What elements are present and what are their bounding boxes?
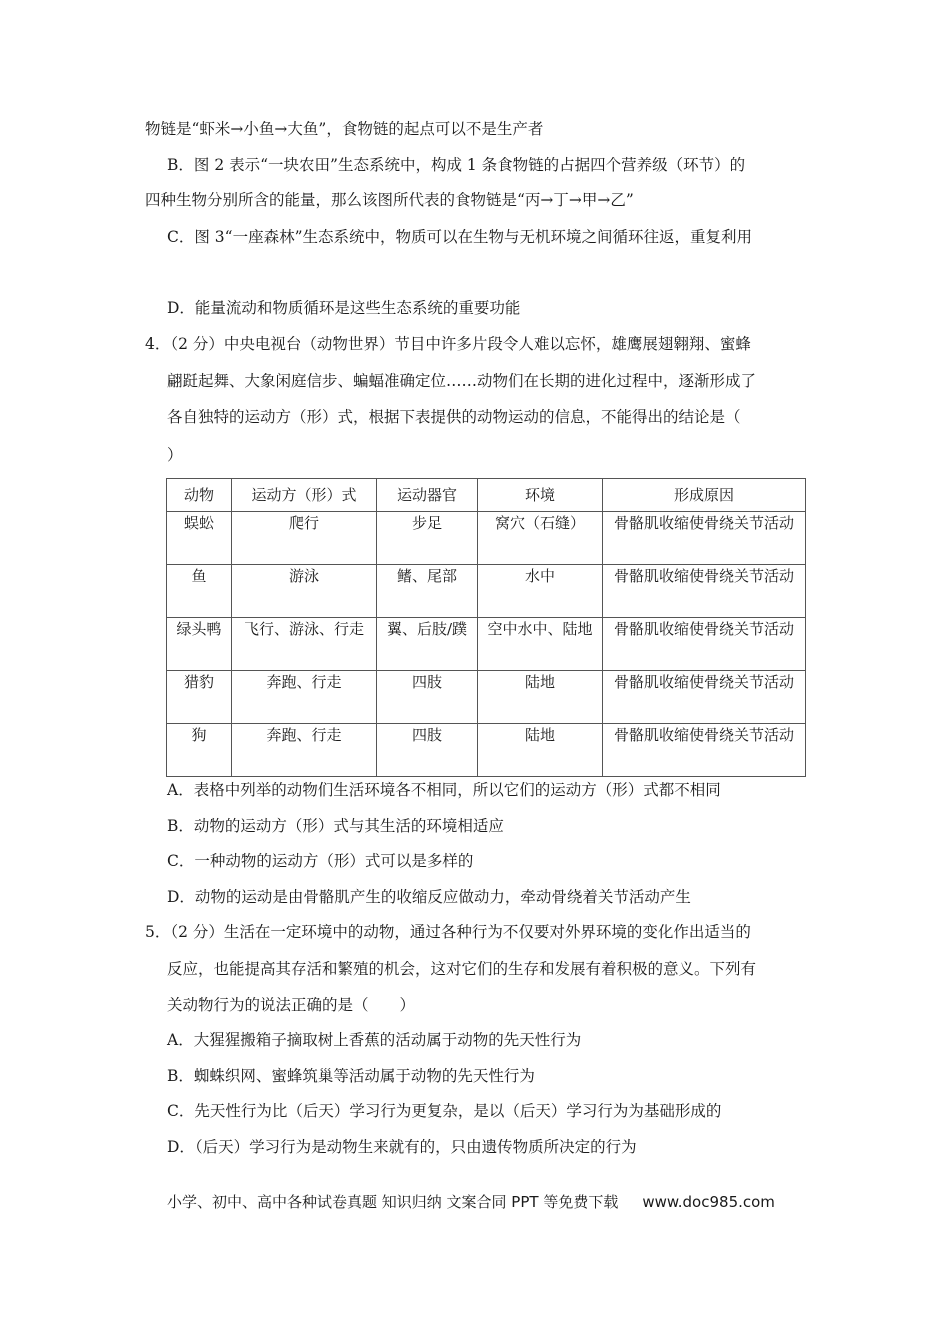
table-cell: 水中	[478, 565, 603, 618]
table-cell: 蜈蚣	[167, 512, 232, 565]
q3-option-b-cont: 四种生物分别所含的能量，那么该图所代表的食物链是“丙→丁→甲→乙”	[145, 191, 634, 209]
table-cell: 奔跑、行走	[232, 724, 377, 777]
table-cell: 四肢	[377, 724, 478, 777]
footer-text: 小学、初中、高中各种试卷真题 知识归纳 文案合同 PPT 等免费下载	[167, 1193, 619, 1211]
table-row	[167, 618, 806, 671]
table-header-cell: 形成原因	[603, 479, 806, 512]
table-cell: 鱼	[167, 565, 232, 618]
table-header-row	[167, 479, 806, 512]
table-cell: 奔跑、行走	[232, 671, 377, 724]
q4-option-a: A．表格中列举的动物们生活环境各不相同，所以它们的运动方（形）式都不相同	[167, 781, 721, 799]
table-cell: 狗	[167, 724, 232, 777]
q4-option-d: D．动物的运动是由骨骼肌产生的收缩反应做动力，牵动骨绕着关节活动产生	[167, 888, 691, 906]
table-header-cell: 环境	[478, 479, 603, 512]
q4-option-b: B．动物的运动方（形）式与其生活的环境相适应	[167, 817, 504, 835]
table-cell: 陆地	[478, 671, 603, 724]
q5-stem: 5．（2 分）生活在一定环境中的动物，通过各种行为不仅要对外界环境的变化作出适当的	[145, 923, 751, 941]
table-cell: 四肢	[377, 671, 478, 724]
table-cell: 猎豹	[167, 671, 232, 724]
table-row	[167, 565, 806, 618]
q4-stem: 4．（2 分）中央电视台（动物世界）节目中许多片段令人难以忘怀，雄鹰展翅翱翔、蜜蜂	[145, 335, 751, 353]
table-cell: 骨骼肌收缩使骨绕关节活动	[603, 671, 806, 724]
q5-option-b: B．蜘蛛织网、蜜蜂筑巢等活动属于动物的先天性行为	[167, 1067, 535, 1085]
q4-option-c: C．一种动物的运动方（形）式可以是多样的	[167, 852, 474, 870]
animal-movement-table	[166, 478, 806, 777]
q4-stem-cont: 各自独特的运动方（形）式，根据下表提供的动物运动的信息，不能得出的结论是（	[167, 408, 741, 426]
q5-stem-cont: 反应，也能提高其存活和繁殖的机会，这对它们的生存和发展有着积极的意义。下列有	[167, 960, 757, 978]
q5-option-a: A．大猩猩搬箱子摘取树上香蕉的活动属于动物的先天性行为	[167, 1031, 582, 1049]
table-cell: 骨骼肌收缩使骨绕关节活动	[603, 618, 806, 671]
table-cell: 爬行	[232, 512, 377, 565]
table-row	[167, 724, 806, 777]
q3-option-b: B．图 2 表示“一块农田”生态系统中，构成 1 条食物链的占据四个营养级（环节）的	[167, 156, 746, 174]
q3-option-d: D．能量流动和物质循环是这些生态系统的重要功能	[167, 299, 521, 317]
table-cell: 陆地	[478, 724, 603, 777]
q3-option-c: C．图 3“一座森林”生态系统中，物质可以在生物与无机环境之间循环往返，重复利用	[167, 228, 752, 246]
q5-option-c: C．先天性行为比（后天）学习行为更复杂，是以（后天）学习行为为基础形成的	[167, 1102, 722, 1120]
table-cell: 窝穴（石缝）	[478, 512, 603, 565]
table-cell: 骨骼肌收缩使骨绕关节活动	[603, 512, 806, 565]
q4-stem-cont: 翩跹起舞、大象闲庭信步、蝙蝠准确定位……动物们在长期的进化过程中，逐渐形成了	[167, 372, 757, 390]
table-cell: 飞行、游泳、行走	[232, 618, 377, 671]
table-header-cell: 运动器官	[377, 479, 478, 512]
table-header-cell: 动物	[167, 479, 232, 512]
table-row	[167, 671, 806, 724]
table-cell: 空中水中、陆地	[478, 618, 603, 671]
q5-stem-cont: 关动物行为的说法正确的是（ ）	[167, 996, 416, 1014]
page-footer	[167, 1191, 775, 1212]
q4-stem-cont: ）	[167, 446, 183, 464]
footer-url-link[interactable]: www.doc985.com	[642, 1193, 775, 1211]
table-header-cell: 运动方（形）式	[232, 479, 377, 512]
table-cell: 步足	[377, 512, 478, 565]
q5-option-d: D．（后天）学习行为是动物生来就有的，只由遗传物质所决定的行为	[167, 1138, 637, 1156]
table-cell: 游泳	[232, 565, 377, 618]
table-cell: 骨骼肌收缩使骨绕关节活动	[603, 724, 806, 777]
table-cell: 绿头鸭	[167, 618, 232, 671]
q3-text-line: 物链是“虾米→小鱼→大鱼”，食物链的起点可以不是生产者	[145, 120, 544, 138]
table-cell: 鳍、尾部	[377, 565, 478, 618]
table-cell: 骨骼肌收缩使骨绕关节活动	[603, 565, 806, 618]
table-row	[167, 512, 806, 565]
table-cell: 翼、后肢/蹼	[377, 618, 478, 671]
